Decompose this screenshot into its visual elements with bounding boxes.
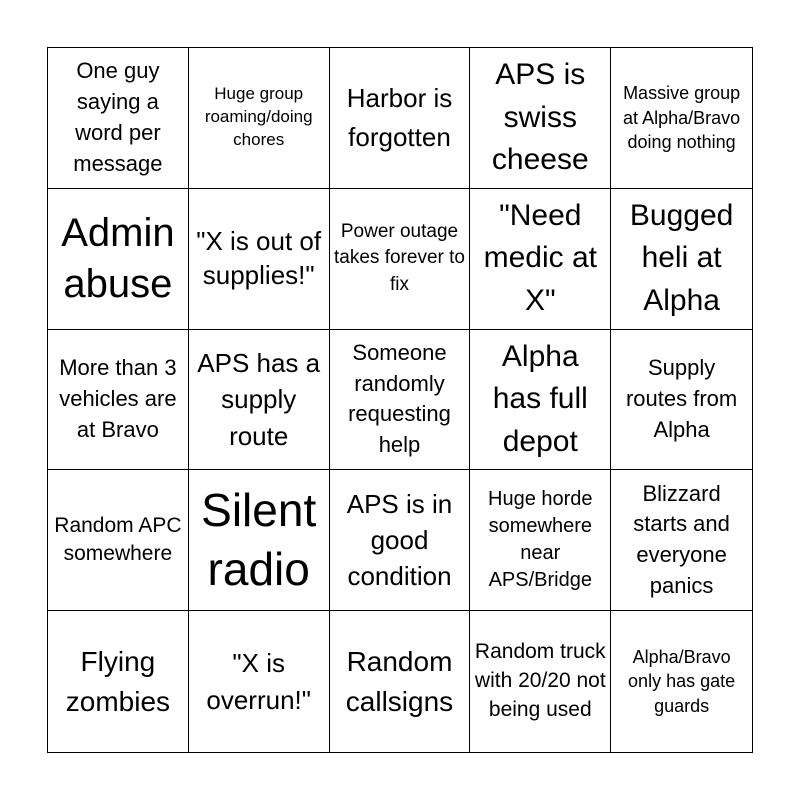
bingo-cell-r3c1[interactable] (48, 330, 189, 471)
bingo-cell-text: "X is out of supplies!" (196, 225, 322, 290)
bingo-cell-text: Harbor is forgotten (346, 82, 453, 152)
bingo-cell-r5c4[interactable] (470, 611, 611, 752)
bingo-cell-r3c3[interactable] (330, 330, 471, 471)
bingo-cell-r4c3[interactable] (330, 470, 471, 611)
bingo-cell-r5c5[interactable] (611, 611, 752, 752)
bingo-cell-r2c3[interactable] (330, 189, 471, 330)
bingo-cell-r4c2[interactable] (189, 470, 330, 611)
bingo-cell-r2c5[interactable] (611, 189, 752, 330)
bingo-cell-text: Random callsigns (345, 646, 454, 717)
bingo-cell-text: Admin abuse (61, 210, 175, 306)
bingo-cell-r1c3[interactable] (330, 48, 471, 189)
bingo-cell-r4c5[interactable] (611, 470, 752, 611)
bingo-cell-text: Alpha has full depot (492, 339, 588, 458)
bingo-cell-text: Silent radio (201, 484, 317, 596)
bingo-cell-text: Massive group at Alpha/Bravo doing nothing (623, 83, 741, 153)
bingo-cell-text: "Need medic at X" (483, 198, 597, 317)
bingo-cell-r3c5[interactable] (611, 330, 752, 471)
bingo-cell-r3c4[interactable] (470, 330, 611, 471)
bingo-cell-text: Flying zombies (65, 646, 171, 717)
bingo-cell-text: More than 3 vehicles are at Bravo (59, 355, 177, 442)
bingo-cell-r2c1[interactable] (48, 189, 189, 330)
bingo-cell-r1c4[interactable] (470, 48, 611, 189)
bingo-cell-r1c1[interactable] (48, 48, 189, 189)
bingo-cell-text: "X is overrun!" (206, 648, 311, 715)
bingo-cell-text: Huge horde somewhere near APS/Bridge (488, 488, 593, 592)
bingo-cell-r5c2[interactable] (189, 611, 330, 752)
bingo-cell-r5c1[interactable] (48, 611, 189, 752)
bingo-cell-text: One guy saying a word per message (73, 58, 163, 176)
bingo-cell-r1c5[interactable] (611, 48, 752, 189)
bingo-cell-text: Someone randomly requesting help (348, 339, 451, 458)
bingo-cell-text: Random APC somewhere (54, 513, 182, 566)
bingo-cell-text: Random truck with 20/20 not being used (474, 640, 606, 722)
bingo-cell-r4c1[interactable] (48, 470, 189, 611)
bingo-cell-r2c2[interactable] (189, 189, 330, 330)
bingo-cell-text: Supply routes from Alpha (625, 355, 738, 442)
bingo-cell-text: Power outage takes forever to fix (334, 220, 465, 295)
bingo-cell-r2c4[interactable] (470, 189, 611, 330)
bingo-cell-r4c4[interactable] (470, 470, 611, 611)
bingo-cell-text: Blizzard starts and everyone panics (633, 480, 730, 599)
bingo-board (47, 47, 753, 753)
bingo-cell-r3c2[interactable] (189, 330, 330, 471)
bingo-cell-text: APS has a supply route (197, 347, 321, 451)
bingo-cell-text: Bugged heli at Alpha (629, 198, 734, 317)
bingo-cell-text: APS is swiss cheese (491, 58, 589, 177)
bingo-cell-text: APS is in good condition (346, 488, 453, 592)
bingo-cell-r5c3[interactable] (330, 611, 471, 752)
bingo-cell-text: Huge group roaming/doing chores (204, 84, 313, 150)
bingo-cell-text: Alpha/Bravo only has gate guards (628, 647, 736, 716)
bingo-cell-r1c2[interactable] (189, 48, 330, 189)
